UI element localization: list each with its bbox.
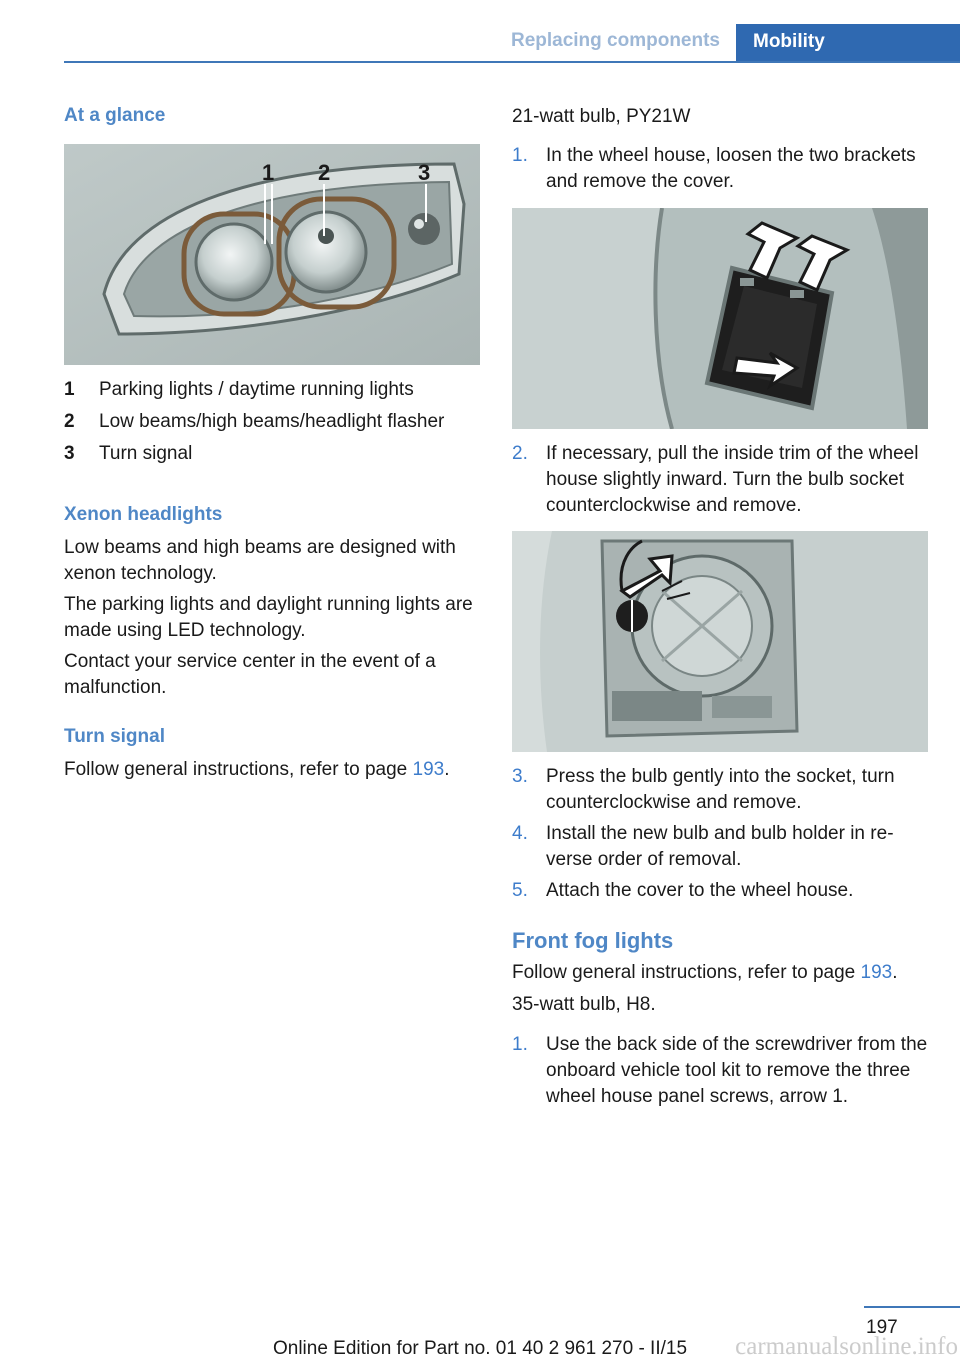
fog-bulb-spec: 35-watt bulb, H8. <box>512 994 656 1015</box>
step-text: Attach the cover to the wheel house. <box>546 880 854 901</box>
callout-1: 1 <box>262 160 275 185</box>
bulb-socket-figure <box>512 531 928 752</box>
step-item <box>512 878 930 904</box>
fog-lights-period: . <box>892 962 898 983</box>
watermark: carmanualsonline.info <box>735 1333 958 1360</box>
xenon-paragraph-1: Low beams and high beams are designed with xenon technology. <box>64 537 456 584</box>
step-text: Press the bulb gently into the socket, turn counterclockwise and remove. <box>546 766 895 813</box>
header-chapter-tab: Mobility <box>736 24 960 62</box>
step-number: 3. <box>512 766 528 787</box>
legend-text: Low beams/high beams/headlight flasher <box>99 411 445 432</box>
turn-signal-heading: Turn signal <box>64 726 165 747</box>
xenon-paragraph-3: Contact your service center in the event of a malfunction. <box>64 651 436 698</box>
step-number: 1. <box>512 1034 528 1055</box>
step-item <box>512 764 930 816</box>
step-item <box>512 1032 930 1110</box>
step-number: 1. <box>512 145 528 166</box>
step-item <box>512 143 930 195</box>
at-a-glance-heading: At a glance <box>64 105 166 126</box>
page-link-193[interactable]: 193 <box>860 962 893 983</box>
step-item <box>512 821 930 873</box>
turn-signal-period: . <box>444 759 450 780</box>
step-text: Install the new bulb and bulb holder in reverse order of removal. <box>546 823 894 870</box>
footer-rule <box>864 1306 960 1308</box>
callout-2: 2 <box>318 160 331 185</box>
edition-line: Online Edition for Part no. 01 40 2 961 270 - II/15 <box>272 1338 688 1359</box>
legend-text: Turn signal <box>99 443 193 464</box>
fog-lights-paragraph <box>512 960 932 986</box>
legend-number: 2 <box>64 411 75 432</box>
bulb-spec-text: 21-watt bulb, PY21W <box>512 106 691 127</box>
step-text: If necessary, pull the inside trim of the wheel house slightly inward. Turn the bulb socket counterclockwise and remove. <box>546 443 919 516</box>
wheel-house-cover-figure <box>512 208 928 429</box>
fog-lights-text: Follow general instructions, refer to page <box>512 962 861 983</box>
xenon-paragraph-2: The parking lights and daylight running lights are made using LED technology. <box>64 594 473 641</box>
page-link-193[interactable]: 193 <box>412 759 445 780</box>
step-number: 4. <box>512 823 528 844</box>
front-fog-lights-heading: Front fog lights <box>512 928 674 953</box>
step-item <box>512 441 930 519</box>
headlight-figure <box>64 144 480 365</box>
step-text: Use the back side of the screwdriver from the onboard vehicle tool kit to remove the three wheel house panel screws, arrow 1. <box>546 1034 928 1107</box>
header-rule <box>64 61 960 63</box>
legend-item <box>64 409 480 435</box>
header-section-title: Replacing components <box>510 30 720 51</box>
turn-signal-text: Follow general instructions, refer to page <box>64 759 413 780</box>
legend-item <box>64 441 480 467</box>
legend-number: 3 <box>64 443 75 464</box>
callout-3: 3 <box>418 160 431 185</box>
step-number: 5. <box>512 880 528 901</box>
step-number: 2. <box>512 443 528 464</box>
step-text: In the wheel house, loosen the two brackets and remove the cover. <box>546 145 916 192</box>
legend-item <box>64 377 480 403</box>
xenon-headlights-heading: Xenon headlights <box>64 504 223 525</box>
legend-text: Parking lights / daytime running lights <box>99 379 414 400</box>
legend-number: 1 <box>64 379 75 400</box>
page-number: 197 <box>866 1317 898 1338</box>
turn-signal-paragraph <box>64 757 484 783</box>
